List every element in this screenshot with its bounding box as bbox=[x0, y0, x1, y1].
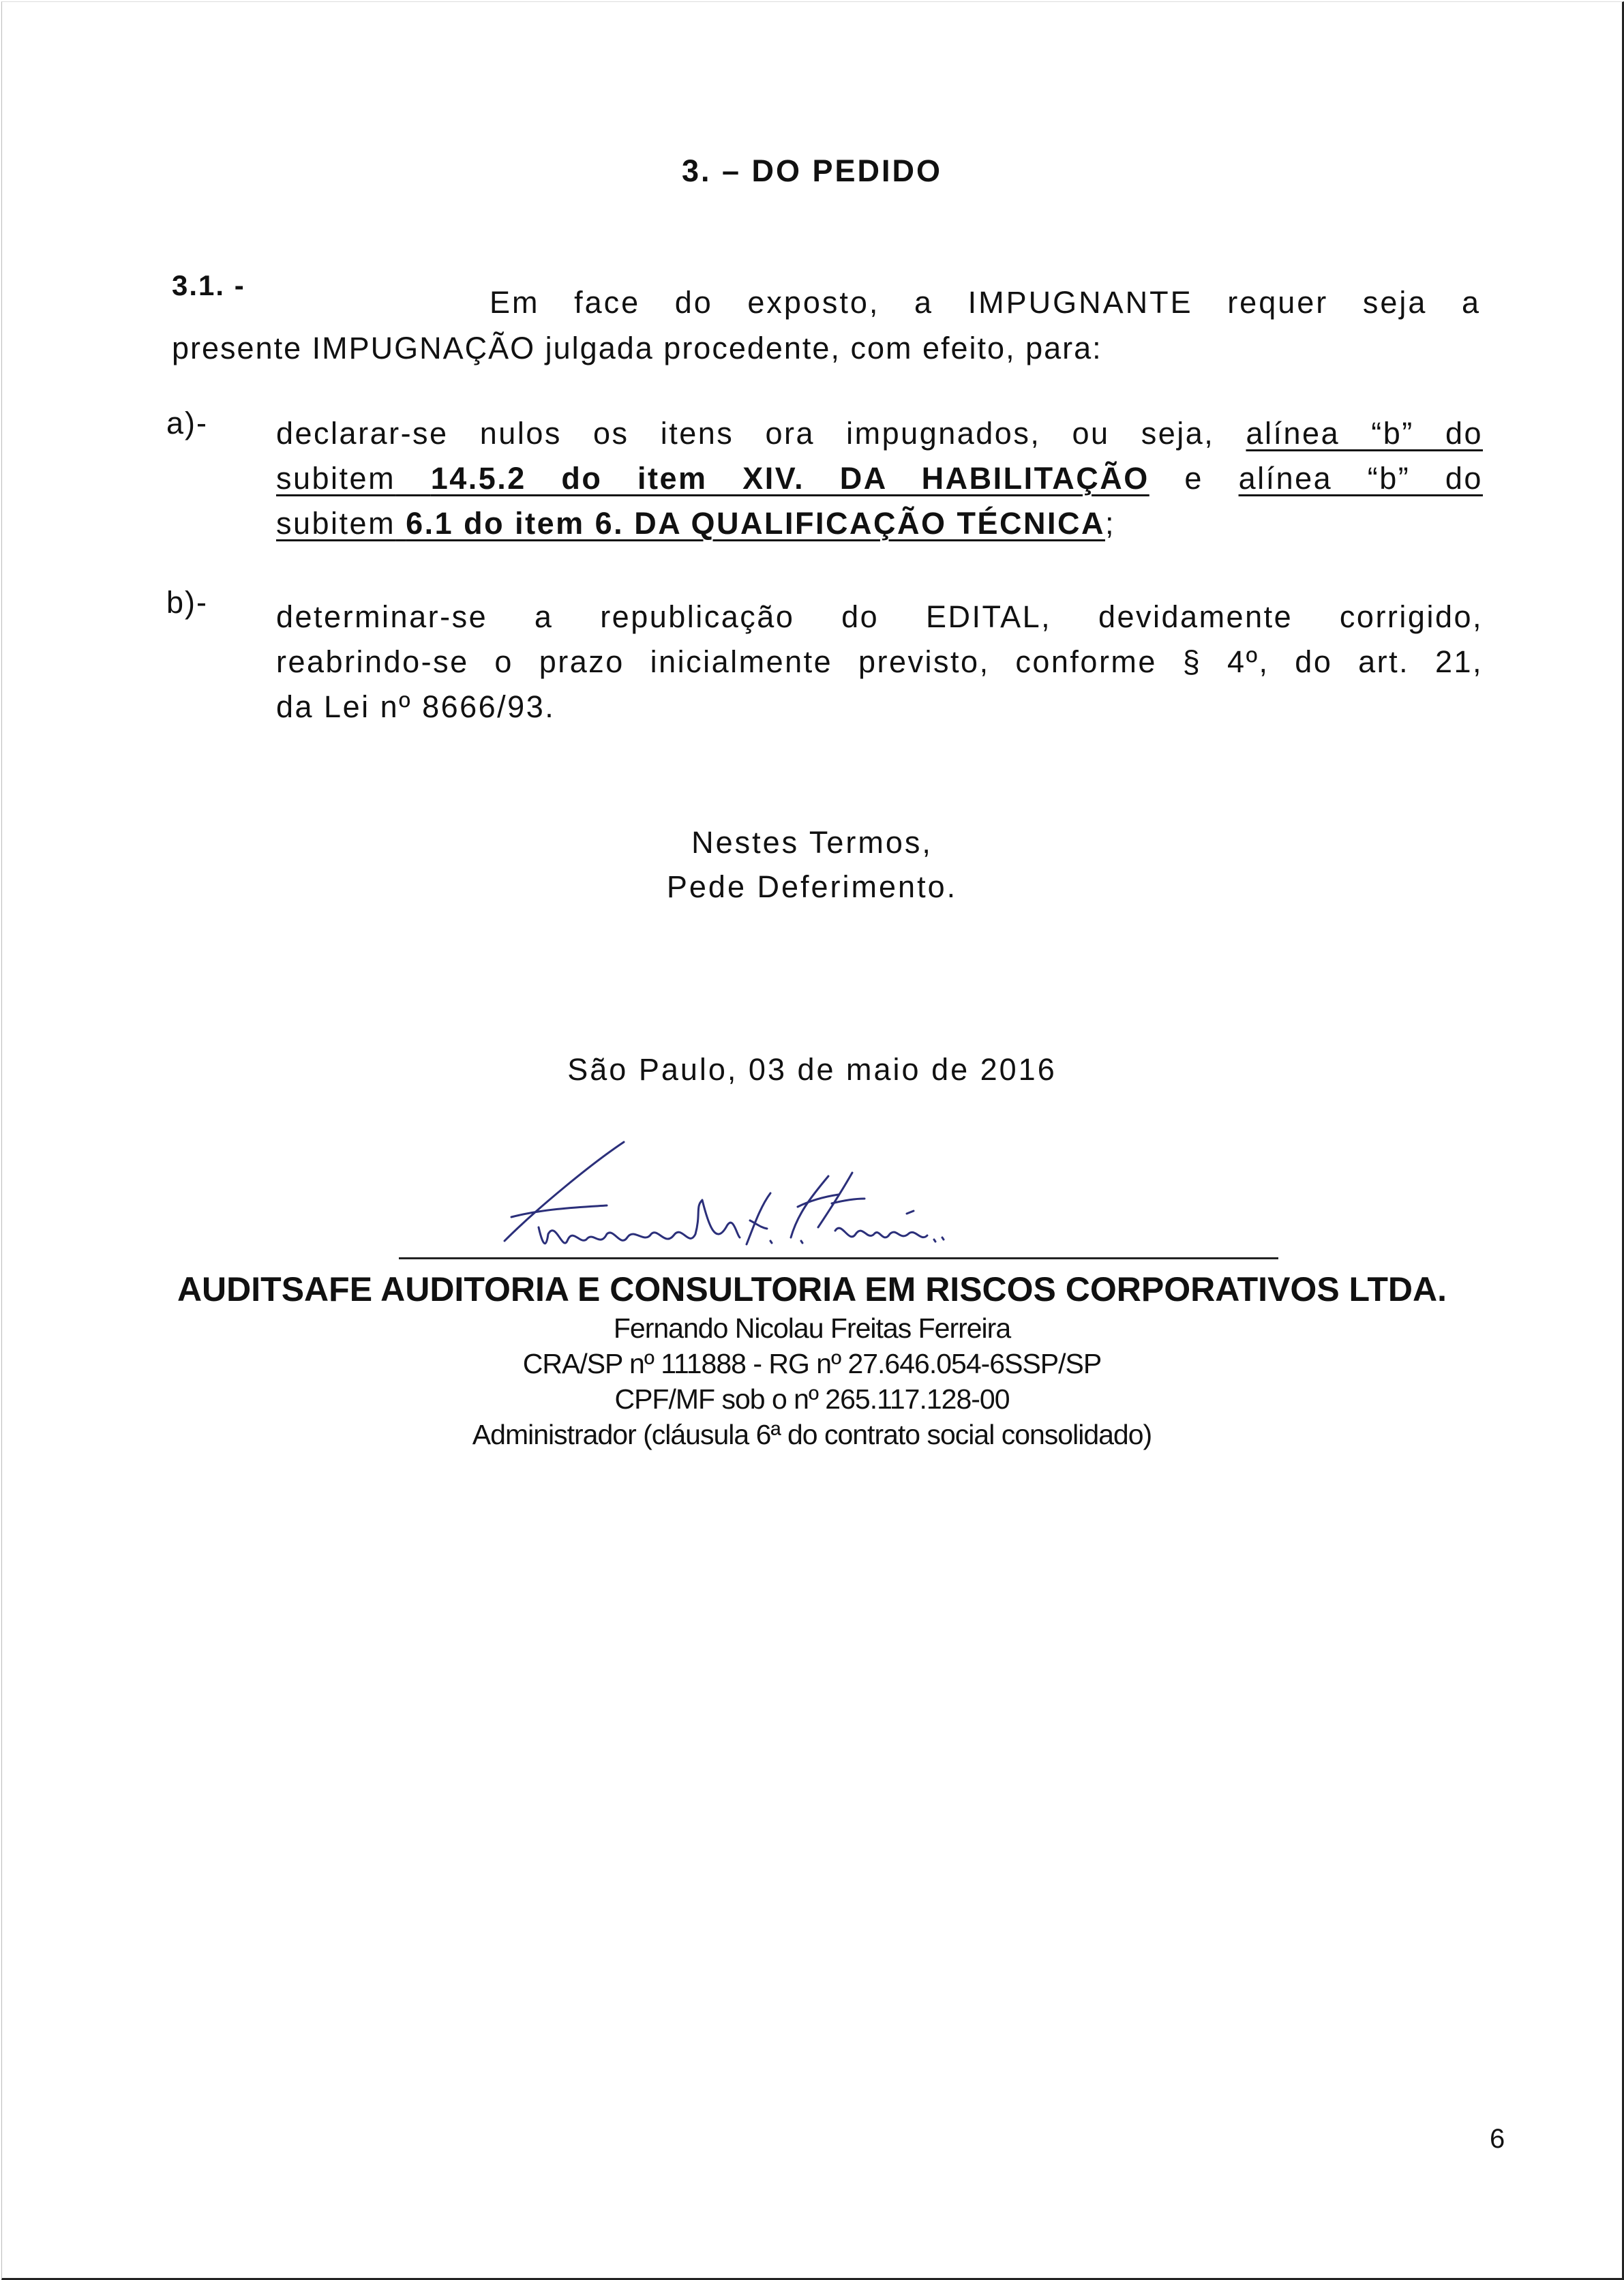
date-line: São Paulo, 03 de maio de 2016 bbox=[567, 1052, 1057, 1087]
item-b-line-2: reabrindo-se o prazo inicialmente previsto, conforme § 4º, do art. 21, bbox=[276, 644, 1483, 679]
signer-registration: CRA/SP nº 111888 - RG nº 27.646.054-6SSP/SP bbox=[522, 1348, 1102, 1379]
item-a-qualificacao-ref: 6.1 do item 6. DA QUALIFICAÇÃO TÉCNICA bbox=[406, 506, 1105, 541]
paragraph-number: 3.1. - bbox=[172, 269, 245, 301]
section-title: 3. – DO PEDIDO bbox=[681, 153, 943, 188]
item-a-reference-2 bbox=[276, 461, 1149, 496]
page-number: 6 bbox=[1490, 2124, 1505, 2154]
item-a-subitem-word: subitem bbox=[276, 461, 396, 496]
paragraph-second-line: presente IMPUGNAÇÃO julgada procedente, com efeito, para: bbox=[172, 331, 1102, 365]
signature-line bbox=[399, 1257, 1278, 1259]
item-a-label: a)- bbox=[166, 406, 208, 440]
closing-line-1: Nestes Termos, bbox=[691, 825, 933, 860]
closing-line-2: Pede Deferimento. bbox=[666, 869, 958, 904]
item-a-reference-1: alínea “b” do bbox=[1246, 416, 1483, 451]
item-a-line-2 bbox=[276, 456, 1483, 501]
signer-name: Fernando Nicolau Freitas Ferreira bbox=[613, 1312, 1011, 1344]
item-a-reference-4 bbox=[276, 506, 1105, 541]
item-a-conjunction: e bbox=[1184, 461, 1203, 496]
signer-role: Administrador (cláusula 6ª do contrato social consolidado) bbox=[472, 1419, 1152, 1450]
item-a-habilitacao-ref: 14.5.2 do item XIV. DA HABILITAÇÃO bbox=[430, 461, 1149, 496]
signer-cpf: CPF/MF sob o nº 265.117.128-00 bbox=[614, 1383, 1010, 1415]
item-a-subitem-word-2: subitem bbox=[276, 506, 396, 541]
item-b-line-1: determinar-se a republicação do EDITAL, devidamente corrigido, bbox=[276, 599, 1483, 634]
paragraph-first-line: Em face do exposto, a IMPUGNANTE requer seja a bbox=[490, 285, 1481, 320]
item-b-label: b)- bbox=[166, 585, 208, 620]
item-a-line-3 bbox=[276, 501, 1483, 546]
handwritten-signature bbox=[491, 1132, 1050, 1255]
item-a-body bbox=[276, 411, 1483, 546]
item-a-line-1 bbox=[276, 411, 1483, 456]
item-a-text: declarar-se nulos os itens ora impugnados, ou seja, bbox=[276, 416, 1215, 451]
item-a-semicolon: ; bbox=[1105, 506, 1116, 541]
item-b-body bbox=[276, 595, 1483, 730]
item-a-reference-3: alínea “b” do bbox=[1238, 461, 1483, 496]
item-b-line-3: da Lei nº 8666/93. bbox=[276, 689, 556, 724]
company-name: AUDITSAFE AUDITORIA E CONSULTORIA EM RISCOS CORPORATIVOS LTDA. bbox=[177, 1270, 1447, 1308]
